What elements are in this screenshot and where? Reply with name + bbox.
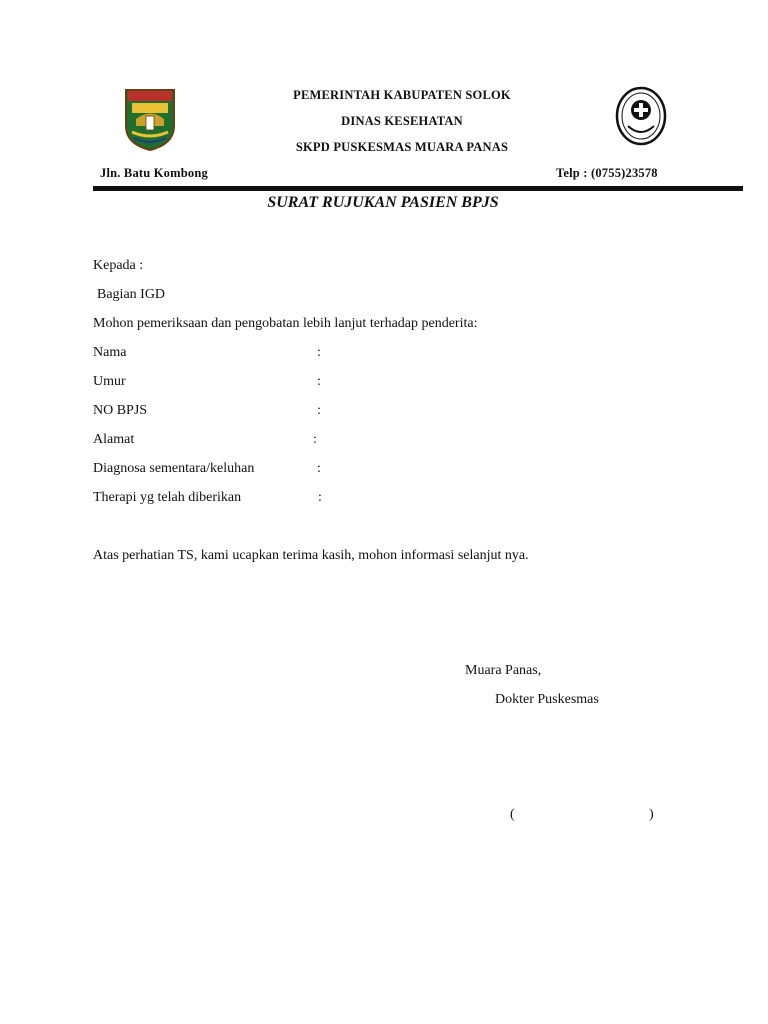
signature-close-paren: ): [649, 807, 654, 822]
signature-open-paren: (: [510, 807, 515, 822]
field-colon: :: [317, 461, 321, 476]
field-colon: :: [313, 432, 317, 447]
recipient-name: Bagian IGD: [97, 287, 166, 302]
government-heading: PEMERINTAH KABUPATEN SOLOK: [293, 88, 511, 102]
department-heading: DINAS KESEHATAN: [341, 114, 463, 128]
letterhead-divider: [93, 186, 743, 191]
letter-title: SURAT RUJUKAN PASIEN BPJS: [267, 194, 499, 211]
field-label-umur: Umur: [93, 374, 126, 389]
kabupaten-solok-logo: [122, 86, 178, 152]
phone-text: Telp : (0755)23578: [556, 166, 658, 180]
address-text: Jln. Batu Kombong: [100, 166, 208, 180]
closing-text: Atas perhatian TS, kami ucapkan terima kasih, mohon informasi selanjut nya.: [93, 548, 529, 563]
field-colon: :: [317, 345, 321, 360]
unit-heading: SKPD PUSKESMAS MUARA PANAS: [295, 140, 509, 154]
intro-text: Mohon pemeriksaan dan pengobatan lebih lanjut terhadap penderita:: [93, 316, 478, 331]
field-label-nama: Nama: [93, 345, 127, 360]
bakti-husada-logo: [614, 86, 668, 146]
field-colon: :: [317, 374, 321, 389]
recipient-label: Kepada :: [93, 258, 144, 273]
field-label-alamat: Alamat: [93, 432, 135, 447]
field-label-no-bpjs: NO BPJS: [93, 403, 148, 418]
field-colon: :: [317, 403, 321, 418]
field-colon: :: [318, 490, 322, 505]
signature-role: Dokter Puskesmas: [495, 692, 599, 707]
signature-place: Muara Panas,: [465, 663, 542, 678]
field-label-diagnosa: Diagnosa sementara/keluhan: [93, 461, 255, 476]
field-label-therapi: Therapi yg telah diberikan: [93, 490, 242, 505]
